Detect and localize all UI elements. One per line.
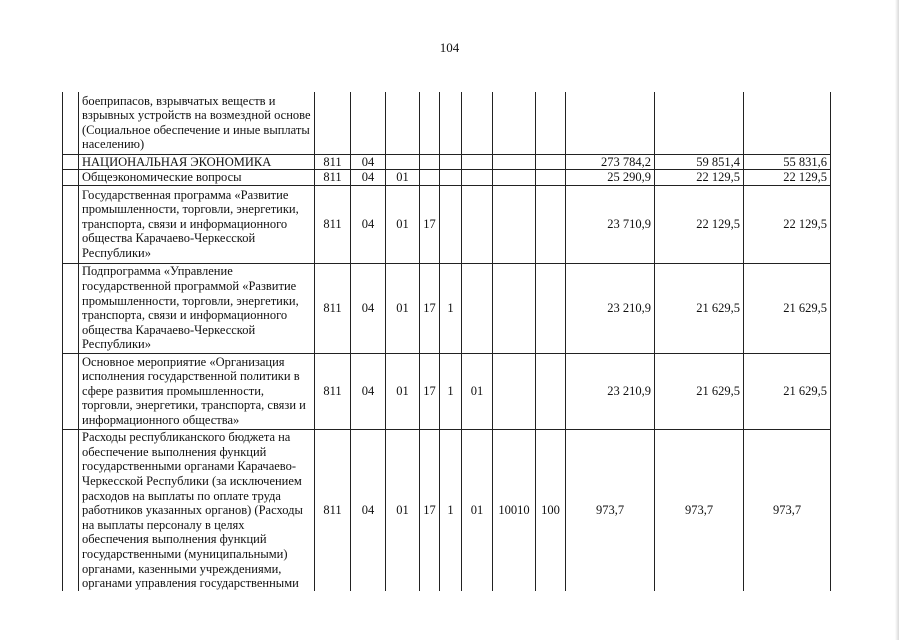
- om-code: [462, 92, 493, 154]
- pr-code: 01: [386, 185, 420, 263]
- amount-2: 22 129,5: [655, 170, 744, 186]
- dir-code: 10010: [493, 429, 536, 591]
- amount-2: 21 629,5: [655, 263, 744, 353]
- pp-code: [440, 170, 462, 186]
- gp-code: 17: [420, 263, 440, 353]
- rz-code: 04: [351, 263, 386, 353]
- dir-code: [493, 263, 536, 353]
- row-name: боеприпасов, взрывчатых веществ и взрывных устройств на возмездной основе (Социальное обеспечение и иные выплаты населению): [79, 92, 315, 154]
- table-row: [63, 170, 831, 186]
- pr-code: 01: [386, 353, 420, 429]
- rz-code: [351, 92, 386, 154]
- amount-2: 973,7: [655, 429, 744, 591]
- amount-1: [566, 92, 655, 154]
- table-row: [63, 429, 831, 591]
- table-row: [63, 263, 831, 353]
- gp-code: 17: [420, 185, 440, 263]
- vr-code: [536, 92, 566, 154]
- amount-3: 21 629,5: [744, 353, 831, 429]
- gp-code: [420, 170, 440, 186]
- om-code: [462, 154, 493, 170]
- dir-code: [493, 185, 536, 263]
- ved-code: 811: [315, 154, 351, 170]
- gp-code: [420, 92, 440, 154]
- row-name: Основное мероприятие «Организация исполнения государственной политики в сфере развития промышленности, торговли, энергетики, транспорта, связи и информационного общества»: [79, 353, 315, 429]
- vr-code: [536, 353, 566, 429]
- table-row: [63, 154, 831, 170]
- pr-code: [386, 154, 420, 170]
- om-code: 01: [462, 353, 493, 429]
- pr-code: 01: [386, 263, 420, 353]
- row-name: Государственная программа «Развитие промышленности, торговли, энергетики, транспорта, связи и информационного общества Карачаево-Черкесской Республики»: [79, 185, 315, 263]
- rz-code: 04: [351, 185, 386, 263]
- vr-code: [536, 170, 566, 186]
- amount-1: 23 210,9: [566, 263, 655, 353]
- amount-3: 22 129,5: [744, 170, 831, 186]
- amount-3: 55 831,6: [744, 154, 831, 170]
- ved-code: 811: [315, 353, 351, 429]
- pp-code: 1: [440, 353, 462, 429]
- page-number: 104: [439, 40, 460, 55]
- amount-3: 973,7: [744, 429, 831, 591]
- dir-code: [493, 154, 536, 170]
- dir-code: [493, 170, 536, 186]
- amount-1: 273 784,2: [566, 154, 655, 170]
- pp-code: [440, 154, 462, 170]
- amount-1: 23 710,9: [566, 185, 655, 263]
- vr-code: [536, 263, 566, 353]
- vr-code: [536, 154, 566, 170]
- ved-code: 811: [315, 185, 351, 263]
- row-name: Подпрограмма «Управление государственной программой «Развитие промышленности, торговли, энергетики, транспорта, связи и информационного общества Карачаево-Черкесской Республики»: [79, 263, 315, 353]
- dir-code: [493, 92, 536, 154]
- gp-code: [420, 154, 440, 170]
- rz-code: 04: [351, 353, 386, 429]
- amount-1: 23 210,9: [566, 353, 655, 429]
- pr-code: [386, 92, 420, 154]
- table-row: [63, 353, 831, 429]
- vr-code: 100: [536, 429, 566, 591]
- table-row: [63, 92, 831, 154]
- om-code: [462, 170, 493, 186]
- amount-1: 973,7: [566, 429, 655, 591]
- amount-2: [655, 92, 744, 154]
- rz-code: 04: [351, 170, 386, 186]
- amount-1: 25 290,9: [566, 170, 655, 186]
- pr-code: 01: [386, 429, 420, 591]
- pp-code: 1: [440, 263, 462, 353]
- amount-3: [744, 92, 831, 154]
- amount-2: 22 129,5: [655, 185, 744, 263]
- amount-3: 22 129,5: [744, 185, 831, 263]
- vr-code: [536, 185, 566, 263]
- row-name: Расходы республиканского бюджета на обеспечение выполнения функций государственными органами Карачаево-Черкесской Республики (за исключением расходов на выплаты по оплате труда работников указанных органов) (Расходы на выплаты персоналу в целях обеспечения выполнения функций государственными (муниципальными) органами, казенными учреждениями, органами управления государственными: [79, 429, 315, 591]
- ved-code: [315, 92, 351, 154]
- ved-code: 811: [315, 429, 351, 591]
- om-code: [462, 185, 493, 263]
- amount-2: 59 851,4: [655, 154, 744, 170]
- ved-code: 811: [315, 263, 351, 353]
- gp-code: 17: [420, 353, 440, 429]
- pp-code: [440, 185, 462, 263]
- scan-edge-shadow: [895, 0, 899, 640]
- table-row: [63, 185, 831, 263]
- pp-code: 1: [440, 429, 462, 591]
- gp-code: 17: [420, 429, 440, 591]
- amount-3: 21 629,5: [744, 263, 831, 353]
- pp-code: [440, 92, 462, 154]
- om-code: 01: [462, 429, 493, 591]
- rz-code: 04: [351, 154, 386, 170]
- ved-code: 811: [315, 170, 351, 186]
- pr-code: 01: [386, 170, 420, 186]
- budget-table: [62, 92, 831, 591]
- row-name: НАЦИОНАЛЬНАЯ ЭКОНОМИКА: [79, 154, 315, 170]
- row-name: Общеэкономические вопросы: [79, 170, 315, 186]
- amount-2: 21 629,5: [655, 353, 744, 429]
- om-code: [462, 263, 493, 353]
- dir-code: [493, 353, 536, 429]
- rz-code: 04: [351, 429, 386, 591]
